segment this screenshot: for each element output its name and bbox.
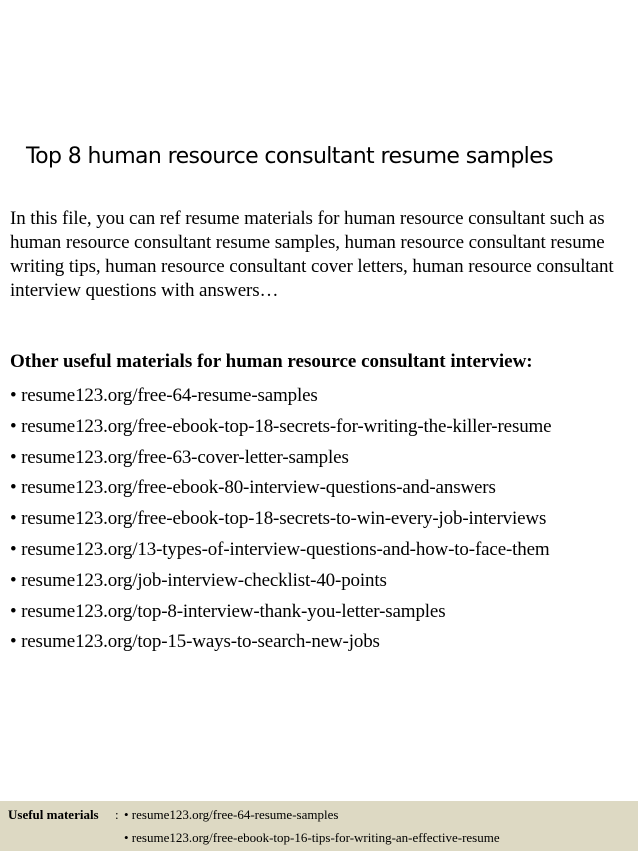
materials-heading: Other useful materials for human resource consultant interview: — [10, 351, 533, 372]
list-item[interactable]: • resume123.org/free-ebook-top-18-secrets-for-writing-the-killer-resume — [10, 415, 552, 437]
intro-paragraph: In this file, you can ref resume materials for human resource consultant such as human resource consultant resume samples, human resource consultant resume writing tips, human resource consultant cover letters, human resource consultant interview questions with answers… — [10, 208, 614, 301]
list-item[interactable]: • resume123.org/13-types-of-interview-questions-and-how-to-face-them — [10, 538, 550, 560]
list-item[interactable]: • resume123.org/job-interview-checklist-40-points — [10, 569, 387, 591]
list-item[interactable]: • resume123.org/top-15-ways-to-search-new-jobs — [10, 631, 380, 653]
materials-link-list — [10, 381, 551, 658]
footer-colon: : — [115, 807, 119, 822]
footer-link[interactable]: • resume123.org/free-64-resume-samples — [124, 807, 339, 822]
footer-link[interactable]: • resume123.org/free-ebook-top-16-tips-for-writing-an-effective-resume — [124, 830, 500, 845]
footer-bar — [0, 801, 638, 851]
list-item[interactable]: • resume123.org/top-8-interview-thank-you-letter-samples — [10, 600, 446, 622]
list-item[interactable]: • resume123.org/free-64-resume-samples — [10, 385, 318, 406]
list-item[interactable]: • resume123.org/free-ebook-80-interview-questions-and-answers — [10, 477, 496, 499]
list-item[interactable]: • resume123.org/free-ebook-top-18-secrets-to-win-every-job-interviews — [10, 508, 547, 530]
list-item[interactable]: • resume123.org/free-63-cover-letter-samples — [10, 446, 349, 468]
page-title: Top 8 human resource consultant resume samples — [26, 144, 553, 169]
footer-label: Useful materials — [8, 807, 99, 822]
